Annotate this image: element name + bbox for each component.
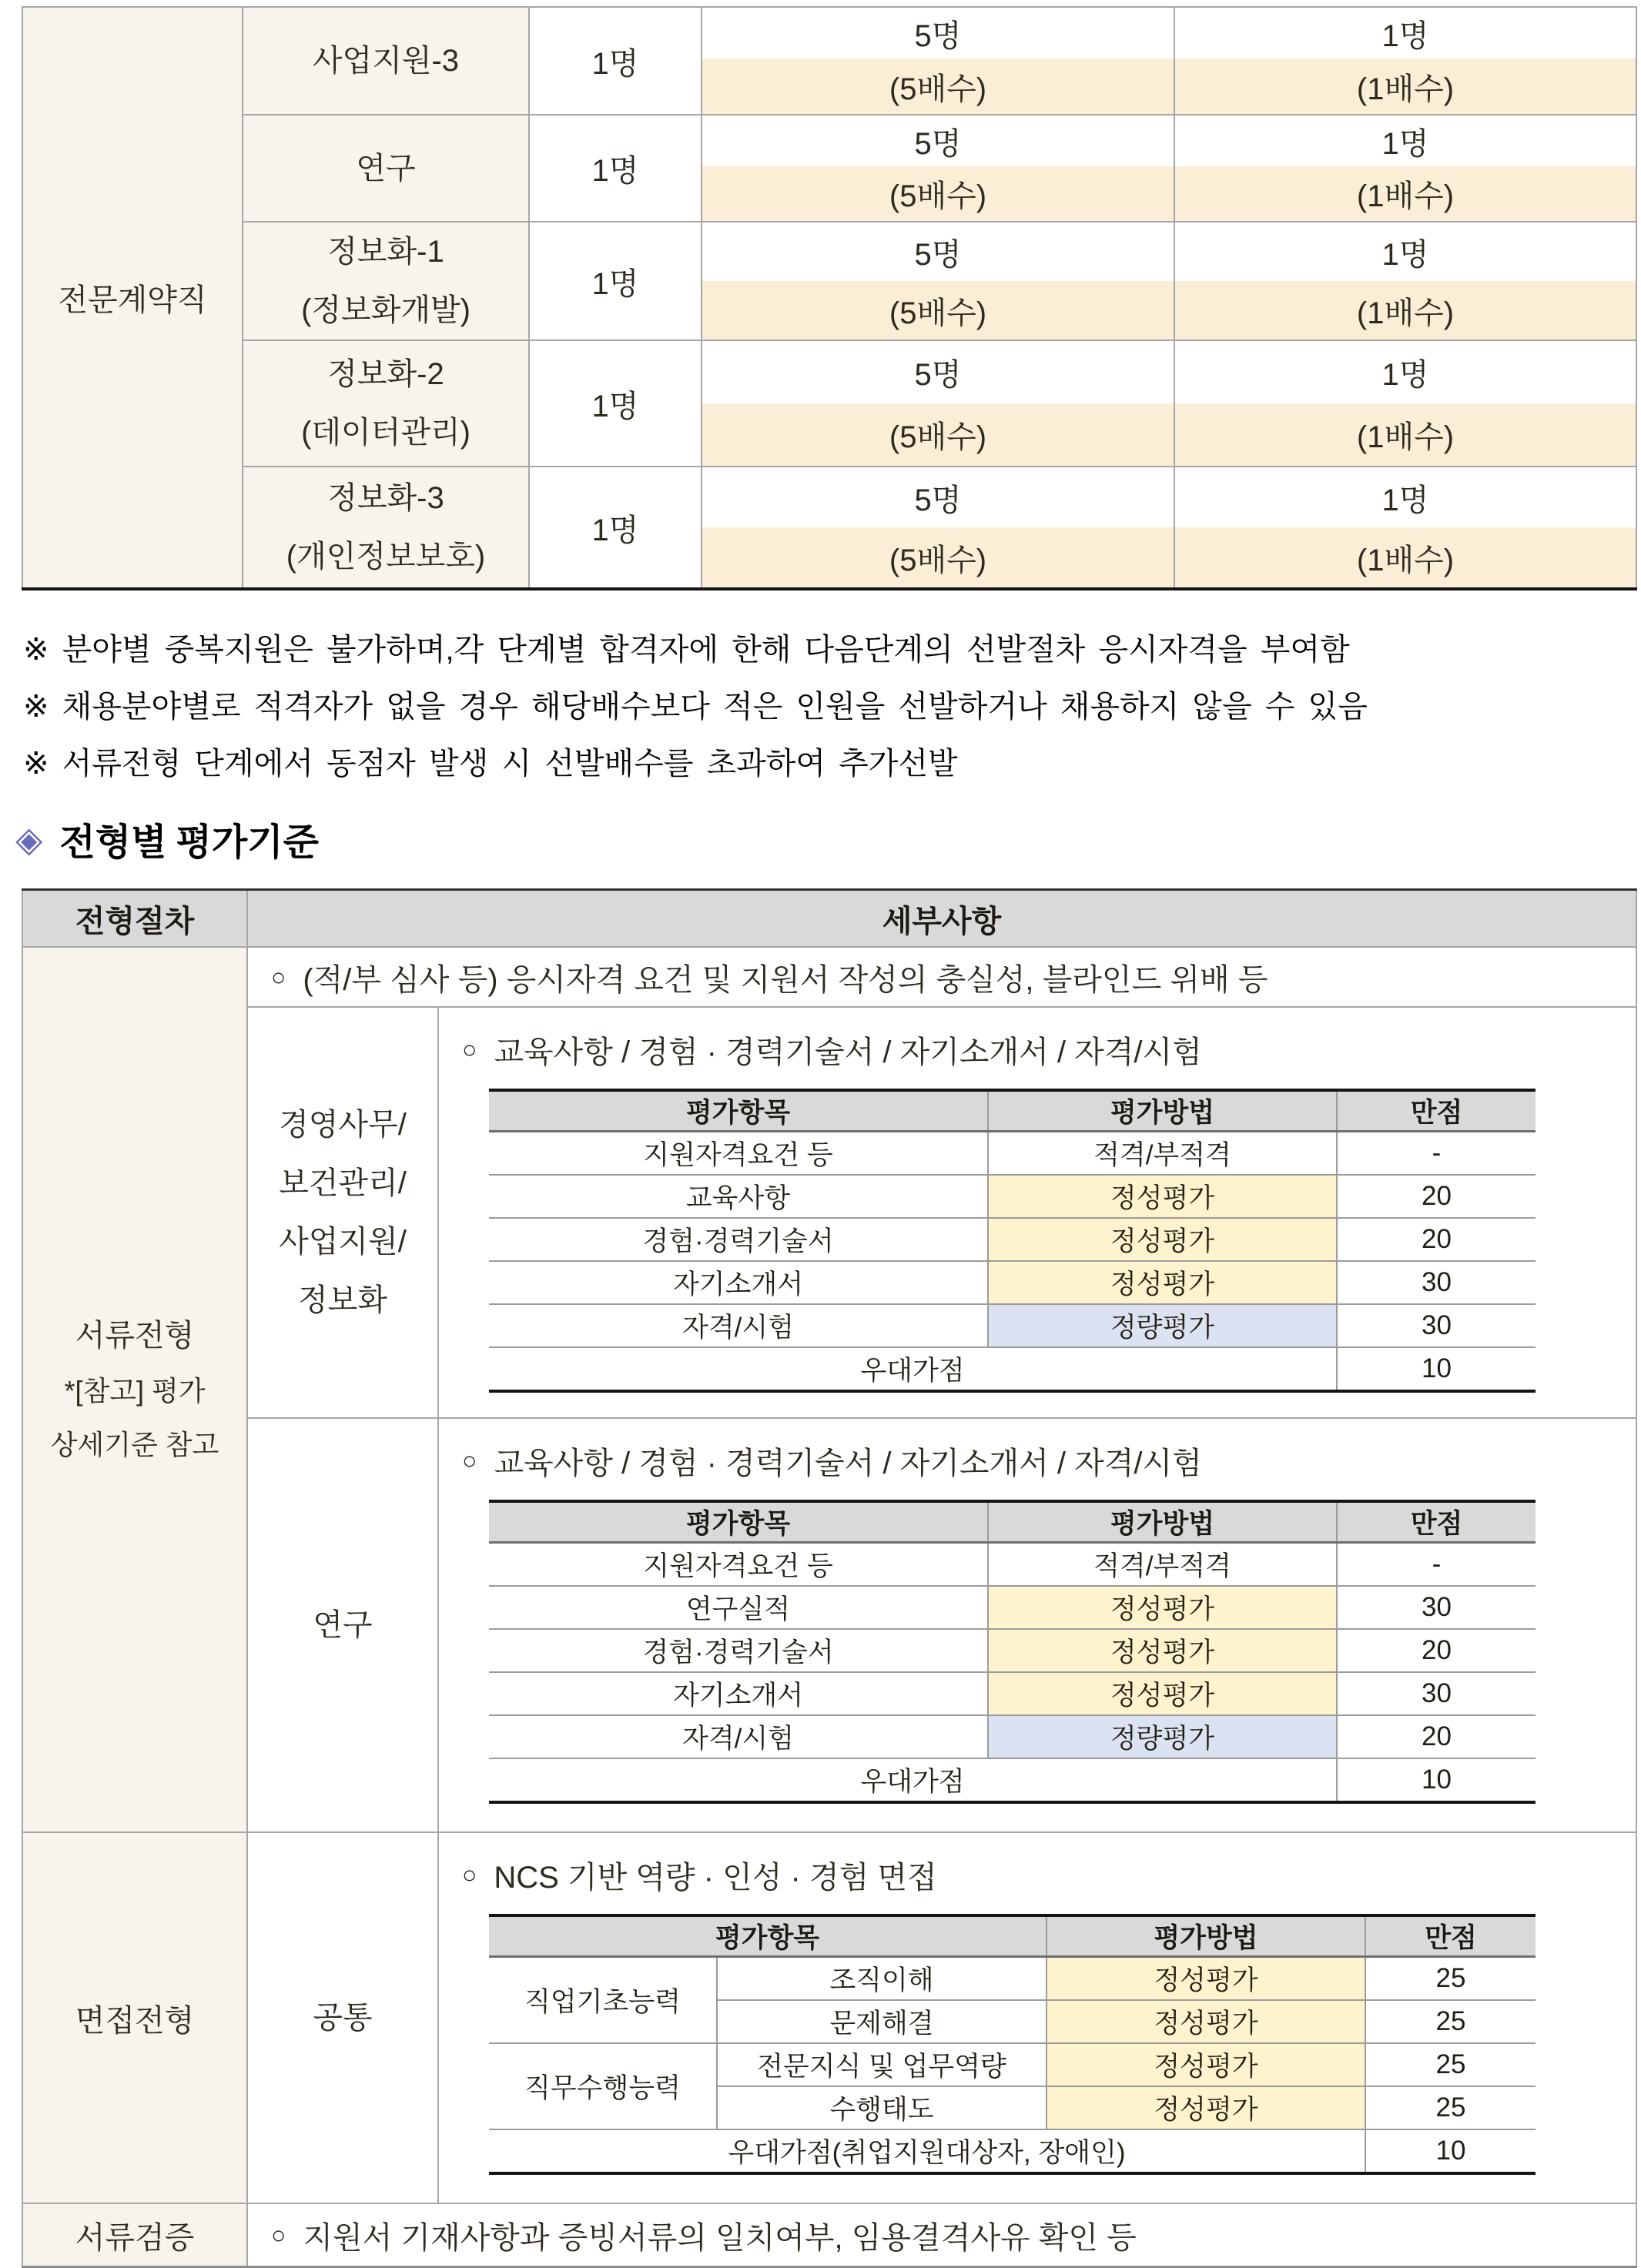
- doc-pass-cell: 5명: [702, 467, 1174, 527]
- table-row: [489, 1347, 1536, 1391]
- job-subname: (데이터관리): [301, 416, 471, 450]
- job-name-cell: [243, 467, 529, 589]
- group-label-line: 경영사무/: [279, 1108, 407, 1142]
- table-row: [489, 1672, 1536, 1715]
- table-row: [22, 890, 1636, 948]
- evaluation-table-group2: [489, 1500, 1536, 1804]
- bullet-text: (적/부 심사 등) 응시자격 요건 및 지원서 작성의 충실성, 블라인드 위배 등: [303, 962, 1268, 997]
- col-header-item: 평가항목: [489, 1090, 988, 1132]
- table-row: [22, 467, 1636, 527]
- table-row: [489, 1543, 1536, 1587]
- final-pass-cell: 1명: [1174, 467, 1636, 527]
- method-cell: 정성평가: [988, 1175, 1337, 1218]
- job-subname: (개인정보보호): [286, 540, 486, 574]
- item-cell: 교육사항: [489, 1175, 988, 1218]
- method-cell: 정성평가: [1047, 1957, 1365, 2001]
- bullet-text: 지원서 기재사항과 증빙서류의 일치여부, 임용결격사유 확인 등: [303, 2220, 1137, 2255]
- item-cell: 전문지식 및 업무역량: [717, 2043, 1047, 2086]
- score-cell: 25: [1365, 1957, 1536, 2001]
- item-cell: 수행태도: [717, 2086, 1047, 2129]
- criteria-table: [22, 888, 1637, 2268]
- notes-block: [23, 621, 1641, 792]
- table-row: [489, 2129, 1536, 2173]
- score-cell: -: [1337, 1543, 1536, 1587]
- doc-multiple-cell: (5배수): [702, 281, 1174, 340]
- col-header-method: 평가방법: [988, 1090, 1337, 1132]
- table-row: [489, 1715, 1536, 1758]
- table-row: [489, 1090, 1536, 1132]
- table-row: [489, 1175, 1536, 1218]
- section-title: [15, 812, 1641, 865]
- table-row: [489, 2043, 1536, 2086]
- circle-bullet-icon: ○: [462, 1447, 477, 1474]
- item-cell: 자격/시험: [489, 1715, 988, 1758]
- score-cell: 25: [1365, 2086, 1536, 2129]
- item-cell: 자격/시험: [489, 1304, 988, 1347]
- score-cell: 20: [1337, 1715, 1536, 1758]
- detail-column-header: 세부사항: [247, 890, 1636, 948]
- score-cell: 20: [1337, 1175, 1536, 1218]
- job-name-cell: 사업지원-3: [243, 7, 529, 115]
- job-subname: (정보화개발): [301, 293, 471, 327]
- bonus-label-cell: 우대가점: [489, 1347, 1337, 1391]
- item-cell: 문제해결: [717, 2000, 1047, 2043]
- quota-cell: 1명: [529, 7, 702, 115]
- category-cell: 직무수행능력: [489, 2043, 717, 2129]
- group-label-cell: 전문계약직: [22, 7, 243, 589]
- method-cell: 정성평가: [988, 1261, 1337, 1304]
- final-pass-cell: 1명: [1174, 7, 1636, 59]
- item-cell: 연구실적: [489, 1586, 988, 1629]
- table-row: [489, 1304, 1536, 1347]
- circle-bullet-icon: ○: [271, 2220, 286, 2249]
- final-pass-cell: 1명: [1174, 340, 1636, 403]
- final-pass-cell: 1명: [1174, 115, 1636, 166]
- bullet-line: [462, 1439, 1636, 1483]
- bonus-label-cell: 우대가점(취업지원대상자, 장애인): [489, 2129, 1365, 2173]
- category-cell: 직업기초능력: [489, 1957, 717, 2044]
- bullet-line: [462, 1028, 1636, 1072]
- screening-group2-content: [438, 1418, 1636, 1832]
- table-row: [489, 1629, 1536, 1672]
- doc-multiple-cell: (5배수): [702, 166, 1174, 222]
- verification-cell: [247, 2203, 1636, 2267]
- job-name-cell: [243, 340, 529, 467]
- table-row: [22, 115, 1636, 166]
- group-cell-admin: [247, 1007, 438, 1418]
- stage-cell-verification: 서류검증: [22, 2203, 247, 2267]
- item-cell: 경험·경력기술서: [489, 1629, 988, 1672]
- quota-cell: 1명: [529, 467, 702, 589]
- evaluation-table-interview: [489, 1914, 1536, 2175]
- job-name: 정보화-2: [327, 357, 444, 391]
- table-row: [22, 2203, 1636, 2267]
- score-cell: 25: [1365, 2000, 1536, 2043]
- final-pass-cell: 1명: [1174, 222, 1636, 281]
- col-header-score: 만점: [1365, 1915, 1536, 1957]
- table-row: [489, 1261, 1536, 1304]
- stage-cell-interview: 면접전형: [22, 1832, 247, 2203]
- score-cell: 30: [1337, 1586, 1536, 1629]
- method-cell: 정성평가: [988, 1672, 1337, 1715]
- bullet-text: NCS 기반 역량 · 인성 · 경험 면접: [494, 1861, 937, 1895]
- table-row: [489, 1586, 1536, 1629]
- table-row: [22, 340, 1636, 403]
- table-row: [489, 1758, 1536, 1802]
- item-cell: 경험·경력기술서: [489, 1218, 988, 1261]
- score-cell: 30: [1337, 1304, 1536, 1347]
- note-line: ※ 채용분야별로 적격자가 없을 경우 해당배수보다 적은 인원을 선발하거나 채용하지 않을 수 있음: [23, 690, 1368, 724]
- quota-cell: 1명: [529, 115, 702, 222]
- doc-pass-cell: 5명: [702, 222, 1174, 281]
- method-cell: 정성평가: [1047, 2086, 1365, 2129]
- item-cell: 자기소개서: [489, 1261, 988, 1304]
- stage-note: 상세기준 참고: [50, 1429, 219, 1460]
- group-label-line: 정보화: [298, 1283, 387, 1317]
- note-line: ※ 서류전형 단계에서 동점자 발생 시 선발배수를 초과하여 추가선발: [23, 747, 958, 781]
- table-row: [22, 1007, 1636, 1418]
- method-cell: 정성평가: [988, 1586, 1337, 1629]
- job-name-cell: [243, 222, 529, 340]
- diamond-icon: ◈: [15, 819, 43, 859]
- score-cell: 30: [1337, 1261, 1536, 1304]
- group-cell-research: 연구: [247, 1418, 438, 1832]
- job-name: 정보화-3: [327, 481, 444, 515]
- item-cell: 자기소개서: [489, 1672, 988, 1715]
- bullet-line: [271, 2213, 1636, 2257]
- doc-multiple-cell: (5배수): [702, 59, 1174, 115]
- final-multiple-cell: (1배수): [1174, 166, 1636, 222]
- table-row: [22, 222, 1636, 281]
- score-cell: 20: [1337, 1218, 1536, 1261]
- table-row: [22, 947, 1636, 1007]
- table-row: [489, 1915, 1536, 1957]
- circle-bullet-icon: ○: [462, 1035, 477, 1063]
- table-row: [489, 1501, 1536, 1543]
- col-header-method: 평가방법: [988, 1501, 1337, 1543]
- table-row: [22, 1418, 1636, 1832]
- item-cell: 지원자격요건 등: [489, 1132, 988, 1176]
- quota-table: [22, 6, 1637, 590]
- quota-cell: 1명: [529, 222, 702, 340]
- method-cell: 적격/부적격: [988, 1543, 1337, 1587]
- doc-pass-cell: 5명: [702, 7, 1174, 59]
- item-cell: 조직이해: [717, 1957, 1047, 2001]
- final-multiple-cell: (1배수): [1174, 281, 1636, 340]
- score-cell: -: [1337, 1132, 1536, 1176]
- method-cell: 정성평가: [1047, 2043, 1365, 2086]
- score-cell: 30: [1337, 1672, 1536, 1715]
- quota-cell: 1명: [529, 340, 702, 467]
- group-label-line: 보건관리/: [279, 1166, 407, 1200]
- job-name: 정보화-1: [327, 235, 444, 269]
- final-multiple-cell: (1배수): [1174, 59, 1636, 115]
- bullet-line: [271, 955, 1636, 999]
- screening-group1-content: [438, 1007, 1636, 1418]
- method-cell: 적격/부적격: [988, 1132, 1337, 1176]
- section-title-text: 전형별 평가기준: [59, 822, 319, 863]
- final-multiple-cell: (1배수): [1174, 403, 1636, 467]
- stage-note: *[참고] 평가: [64, 1375, 206, 1407]
- bonus-score-cell: 10: [1337, 1758, 1536, 1802]
- group-label-line: 사업지원/: [279, 1225, 407, 1259]
- final-multiple-cell: (1배수): [1174, 527, 1636, 589]
- doc-pass-cell: 5명: [702, 340, 1174, 403]
- circle-bullet-icon: ○: [462, 1861, 477, 1888]
- stage-label: 서류전형: [75, 1319, 195, 1353]
- method-cell: 정성평가: [988, 1629, 1337, 1672]
- note-line: ※ 분야별 중복지원은 불가하며,각 단계별 합격자에 한해 다음단계의 선발절차 응시자격을 부여함: [23, 633, 1350, 667]
- bullet-text: 교육사항 / 경험 · 경력기술서 / 자기소개서 / 자격/시험: [494, 1447, 1202, 1480]
- table-row: [22, 1832, 1636, 2203]
- col-header-score: 만점: [1337, 1090, 1536, 1132]
- bullet-text: 교육사항 / 경험 · 경력기술서 / 자기소개서 / 자격/시험: [494, 1035, 1202, 1069]
- method-cell: 정량평가: [988, 1715, 1337, 1758]
- job-name-cell: 연구: [243, 115, 529, 222]
- score-cell: 25: [1365, 2043, 1536, 2086]
- evaluation-table-group1: [489, 1089, 1536, 1393]
- bullet-line: [462, 1853, 1636, 1897]
- stage-column-header: 전형절차: [22, 890, 247, 948]
- bonus-label-cell: 우대가점: [489, 1758, 1337, 1802]
- col-header-item: 평가항목: [489, 1915, 1047, 1957]
- table-row: [489, 1132, 1536, 1176]
- doc-multiple-cell: (5배수): [702, 527, 1174, 589]
- bonus-score-cell: 10: [1337, 1347, 1536, 1391]
- doc-multiple-cell: (5배수): [702, 403, 1174, 467]
- table-row: [489, 1957, 1536, 2001]
- method-cell: 정량평가: [988, 1304, 1337, 1347]
- stage-cell-screening: [22, 947, 247, 1832]
- col-header-score: 만점: [1337, 1501, 1536, 1543]
- table-row: [489, 1218, 1536, 1261]
- method-cell: 정성평가: [1047, 2000, 1365, 2043]
- method-cell: 정성평가: [988, 1218, 1337, 1261]
- col-header-method: 평가방법: [1047, 1915, 1365, 1957]
- col-header-item: 평가항목: [489, 1501, 988, 1543]
- item-cell: 지원자격요건 등: [489, 1543, 988, 1587]
- bonus-score-cell: 10: [1365, 2129, 1536, 2173]
- score-cell: 20: [1337, 1629, 1536, 1672]
- screening-common-cell: [247, 947, 1636, 1007]
- interview-content: [438, 1832, 1636, 2203]
- table-row: [22, 7, 1636, 59]
- group-cell-common: 공통: [247, 1832, 438, 2203]
- circle-bullet-icon: ○: [271, 962, 286, 991]
- doc-pass-cell: 5명: [702, 115, 1174, 166]
